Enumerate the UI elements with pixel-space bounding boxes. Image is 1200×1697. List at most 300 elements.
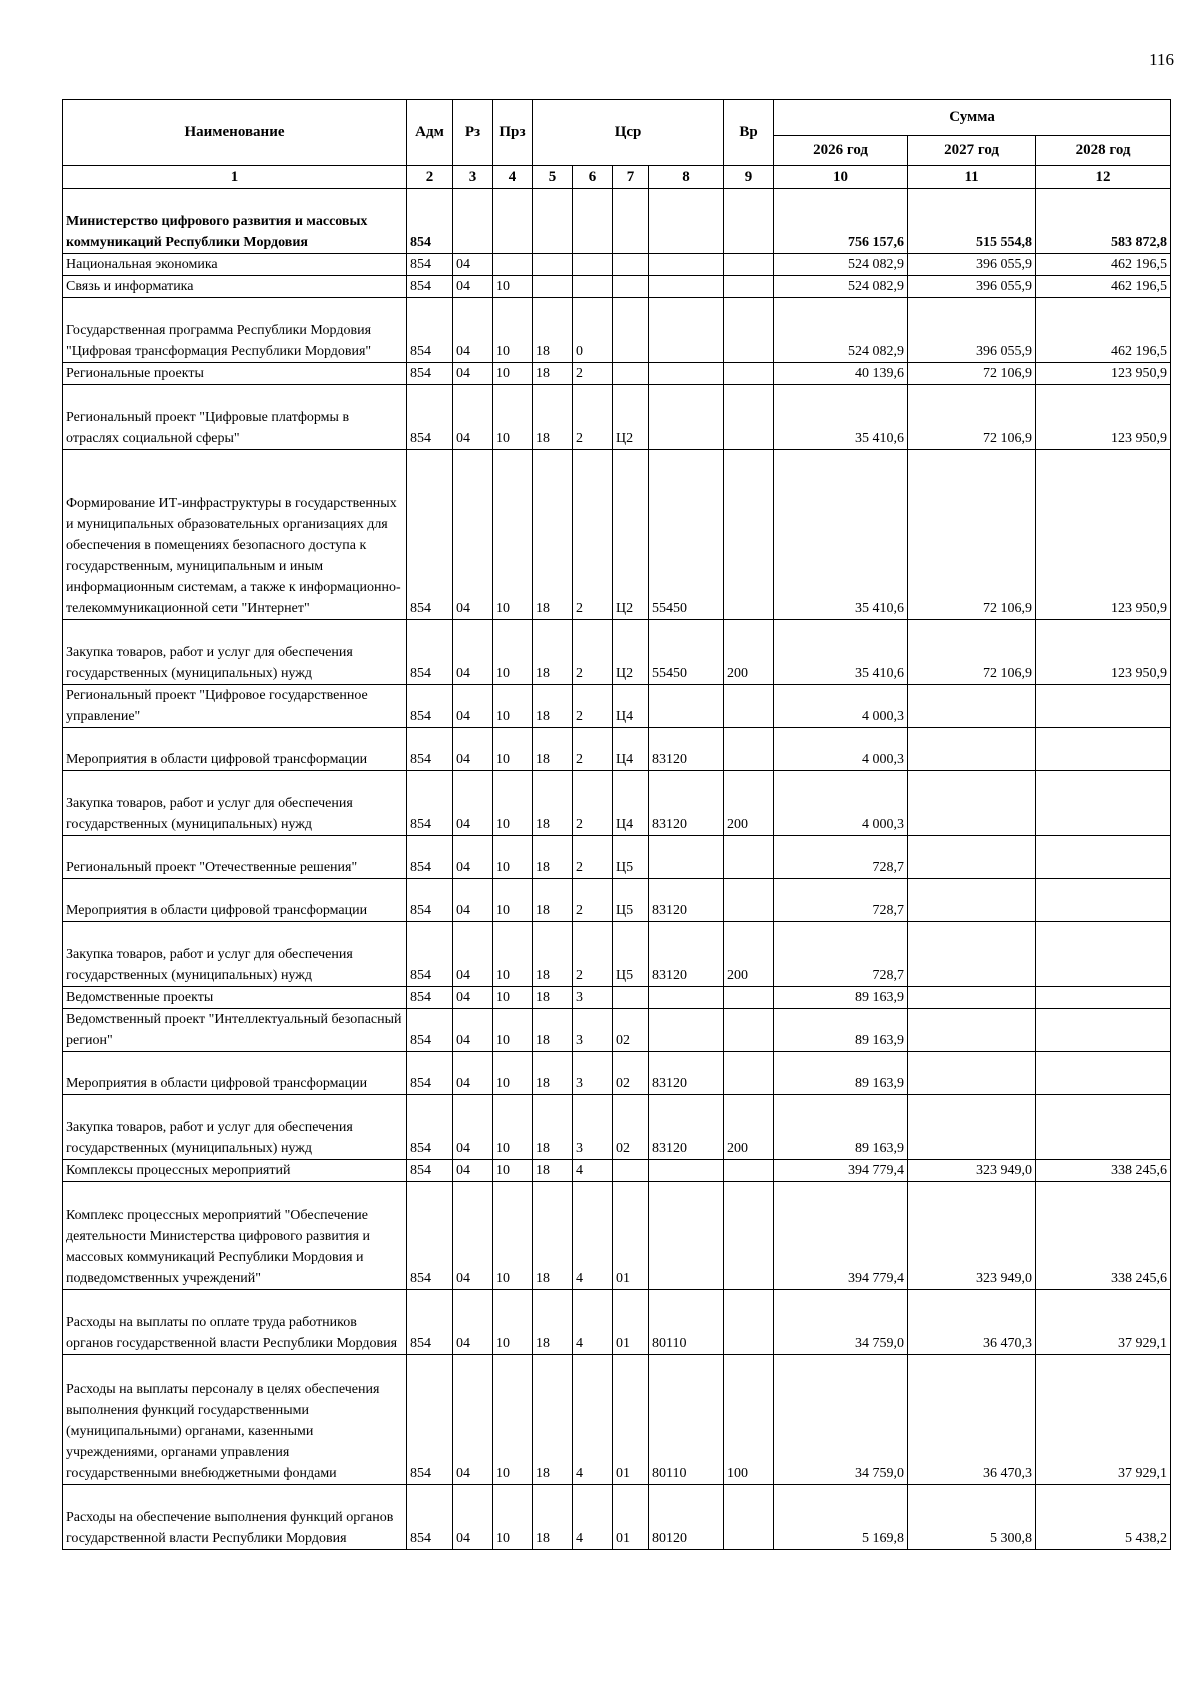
- row-sum-2028: 462 196,5: [1036, 254, 1171, 276]
- row-sum-2027: [908, 836, 1036, 879]
- row-name: Мероприятия в области цифровой трансформации: [63, 1052, 407, 1095]
- row-rz: 04: [453, 1290, 493, 1355]
- row-adm: 854: [407, 836, 453, 879]
- table-row: [63, 1160, 1171, 1182]
- row-prz: 10: [493, 1009, 533, 1052]
- row-csr-1: 18: [533, 298, 573, 363]
- table-row: [63, 276, 1171, 298]
- row-adm: 854: [407, 771, 453, 836]
- row-csr-1: 18: [533, 1182, 573, 1290]
- table-row: [63, 450, 1171, 620]
- row-adm: 854: [407, 298, 453, 363]
- row-csr-1: 18: [533, 728, 573, 771]
- header-sum: Сумма: [774, 100, 1171, 136]
- row-vr: [724, 728, 774, 771]
- row-sum-2027: 323 949,0: [908, 1160, 1036, 1182]
- row-sum-2028: [1036, 987, 1171, 1009]
- row-csr-1: 18: [533, 1160, 573, 1182]
- row-sum-2028: [1036, 836, 1171, 879]
- row-csr-4: [649, 254, 724, 276]
- row-vr: [724, 450, 774, 620]
- row-prz: 10: [493, 1355, 533, 1485]
- row-csr-3: Ц5: [613, 836, 649, 879]
- row-csr-4: 83120: [649, 1052, 724, 1095]
- row-prz: 10: [493, 1290, 533, 1355]
- row-sum-2028: 123 950,9: [1036, 385, 1171, 450]
- column-number: 7: [613, 166, 649, 189]
- row-vr: [724, 987, 774, 1009]
- row-vr: [724, 254, 774, 276]
- row-rz: 04: [453, 771, 493, 836]
- row-csr-4: [649, 298, 724, 363]
- column-number: 3: [453, 166, 493, 189]
- row-prz: 10: [493, 1095, 533, 1160]
- row-vr: 200: [724, 620, 774, 685]
- row-sum-2027: 396 055,9: [908, 298, 1036, 363]
- row-sum-2028: 338 245,6: [1036, 1160, 1171, 1182]
- row-csr-4: 80120: [649, 1485, 724, 1550]
- row-csr-2: 0: [573, 298, 613, 363]
- row-csr-1: [533, 189, 573, 254]
- row-vr: 200: [724, 922, 774, 987]
- row-adm: 854: [407, 685, 453, 728]
- row-sum-2027: 5 300,8: [908, 1485, 1036, 1550]
- row-sum-2028: 338 245,6: [1036, 1182, 1171, 1290]
- row-sum-2026: 524 082,9: [774, 276, 908, 298]
- column-number: 6: [573, 166, 613, 189]
- row-sum-2028: 583 872,8: [1036, 189, 1171, 254]
- row-rz: 04: [453, 1182, 493, 1290]
- row-adm: 854: [407, 276, 453, 298]
- table-row: [63, 987, 1171, 1009]
- row-csr-4: [649, 1182, 724, 1290]
- row-prz: [493, 189, 533, 254]
- row-sum-2026: 89 163,9: [774, 1009, 908, 1052]
- row-sum-2026: 34 759,0: [774, 1355, 908, 1485]
- row-rz: 04: [453, 620, 493, 685]
- column-number: 8: [649, 166, 724, 189]
- row-vr: [724, 1290, 774, 1355]
- row-csr-4: [649, 987, 724, 1009]
- table-header: [63, 100, 1171, 166]
- row-prz: 10: [493, 363, 533, 385]
- row-csr-2: 4: [573, 1160, 613, 1182]
- row-sum-2027: 396 055,9: [908, 276, 1036, 298]
- row-csr-1: 18: [533, 363, 573, 385]
- row-sum-2026: 524 082,9: [774, 298, 908, 363]
- row-vr: [724, 1052, 774, 1095]
- row-csr-3: 01: [613, 1290, 649, 1355]
- row-sum-2026: 728,7: [774, 879, 908, 922]
- row-sum-2028: [1036, 685, 1171, 728]
- header-prz: Прз: [493, 100, 533, 166]
- table-row: [63, 1009, 1171, 1052]
- row-prz: 10: [493, 620, 533, 685]
- row-csr-4: [649, 836, 724, 879]
- row-csr-2: 2: [573, 879, 613, 922]
- row-sum-2028: [1036, 728, 1171, 771]
- row-csr-4: 83120: [649, 1095, 724, 1160]
- table-row: [63, 254, 1171, 276]
- row-csr-2: 3: [573, 1052, 613, 1095]
- column-number: 12: [1036, 166, 1171, 189]
- row-csr-1: 18: [533, 620, 573, 685]
- table-row: [63, 1290, 1171, 1355]
- column-number: 5: [533, 166, 573, 189]
- table-body: [63, 166, 1171, 1550]
- row-csr-3: 02: [613, 1095, 649, 1160]
- row-csr-3: Ц4: [613, 685, 649, 728]
- row-rz: 04: [453, 298, 493, 363]
- row-sum-2028: 37 929,1: [1036, 1290, 1171, 1355]
- header-year-2026: 2026 год: [774, 136, 908, 166]
- row-sum-2027: [908, 1009, 1036, 1052]
- row-adm: 854: [407, 620, 453, 685]
- table-row: [63, 836, 1171, 879]
- row-csr-2: 4: [573, 1290, 613, 1355]
- row-csr-3: [613, 1160, 649, 1182]
- row-csr-4: 80110: [649, 1290, 724, 1355]
- row-rz: 04: [453, 836, 493, 879]
- row-csr-3: [613, 254, 649, 276]
- row-prz: 10: [493, 276, 533, 298]
- row-vr: [724, 298, 774, 363]
- row-name: Национальная экономика: [63, 254, 407, 276]
- row-sum-2028: 5 438,2: [1036, 1485, 1171, 1550]
- row-csr-1: 18: [533, 1095, 573, 1160]
- row-vr: [724, 879, 774, 922]
- row-name: Региональный проект "Отечественные решения": [63, 836, 407, 879]
- row-adm: 854: [407, 922, 453, 987]
- table-row: [63, 685, 1171, 728]
- row-rz: 04: [453, 685, 493, 728]
- row-adm: 854: [407, 385, 453, 450]
- row-csr-3: Ц5: [613, 879, 649, 922]
- row-prz: 10: [493, 771, 533, 836]
- row-vr: 100: [724, 1355, 774, 1485]
- row-sum-2026: 4 000,3: [774, 771, 908, 836]
- row-name: Ведомственные проекты: [63, 987, 407, 1009]
- row-rz: 04: [453, 728, 493, 771]
- row-sum-2027: [908, 728, 1036, 771]
- row-csr-4: 83120: [649, 728, 724, 771]
- row-csr-3: [613, 276, 649, 298]
- row-prz: 10: [493, 1182, 533, 1290]
- row-prz: 10: [493, 685, 533, 728]
- row-sum-2027: 36 470,3: [908, 1290, 1036, 1355]
- row-sum-2028: 123 950,9: [1036, 450, 1171, 620]
- row-prz: 10: [493, 1052, 533, 1095]
- row-csr-1: 18: [533, 685, 573, 728]
- row-csr-2: 2: [573, 728, 613, 771]
- row-sum-2027: 72 106,9: [908, 620, 1036, 685]
- row-sum-2026: 756 157,6: [774, 189, 908, 254]
- row-csr-3: Ц2: [613, 385, 649, 450]
- row-adm: 854: [407, 254, 453, 276]
- row-name: Закупка товаров, работ и услуг для обеспечения государственных (муниципальных) нужд: [63, 1095, 407, 1160]
- row-adm: 854: [407, 189, 453, 254]
- row-csr-1: 18: [533, 1355, 573, 1485]
- row-sum-2028: [1036, 1095, 1171, 1160]
- row-csr-1: 18: [533, 922, 573, 987]
- row-name: Мероприятия в области цифровой трансформации: [63, 728, 407, 771]
- row-rz: 04: [453, 363, 493, 385]
- row-csr-3: Ц4: [613, 728, 649, 771]
- row-csr-1: 18: [533, 879, 573, 922]
- row-vr: [724, 189, 774, 254]
- row-vr: [724, 385, 774, 450]
- row-rz: 04: [453, 1095, 493, 1160]
- header-name: Наименование: [63, 100, 407, 166]
- row-adm: 854: [407, 728, 453, 771]
- row-sum-2027: 396 055,9: [908, 254, 1036, 276]
- row-rz: 04: [453, 1009, 493, 1052]
- row-csr-3: [613, 189, 649, 254]
- row-vr: [724, 836, 774, 879]
- row-prz: 10: [493, 1485, 533, 1550]
- row-csr-2: 2: [573, 771, 613, 836]
- row-vr: [724, 1009, 774, 1052]
- row-csr-2: 2: [573, 836, 613, 879]
- table-row: [63, 1485, 1171, 1550]
- row-csr-1: 18: [533, 1290, 573, 1355]
- header-year-2027: 2027 год: [908, 136, 1036, 166]
- row-rz: 04: [453, 450, 493, 620]
- row-prz: 10: [493, 385, 533, 450]
- header-csr: Цср: [533, 100, 724, 166]
- table-row: [63, 771, 1171, 836]
- table-row: [63, 385, 1171, 450]
- row-csr-2: 3: [573, 987, 613, 1009]
- row-adm: 854: [407, 450, 453, 620]
- row-csr-1: 18: [533, 1052, 573, 1095]
- row-sum-2027: 323 949,0: [908, 1182, 1036, 1290]
- row-csr-3: Ц2: [613, 620, 649, 685]
- row-name: Закупка товаров, работ и услуг для обеспечения государственных (муниципальных) нужд: [63, 620, 407, 685]
- row-adm: 854: [407, 987, 453, 1009]
- row-vr: [724, 1485, 774, 1550]
- row-vr: [724, 363, 774, 385]
- row-adm: 854: [407, 1095, 453, 1160]
- row-rz: 04: [453, 1355, 493, 1485]
- row-csr-2: 2: [573, 922, 613, 987]
- row-csr-2: 2: [573, 385, 613, 450]
- table-row: [63, 189, 1171, 254]
- row-name: Закупка товаров, работ и услуг для обеспечения государственных (муниципальных) нужд: [63, 922, 407, 987]
- row-vr: 200: [724, 1095, 774, 1160]
- row-sum-2027: [908, 879, 1036, 922]
- row-rz: 04: [453, 385, 493, 450]
- row-sum-2026: 89 163,9: [774, 987, 908, 1009]
- row-sum-2027: [908, 1052, 1036, 1095]
- row-name: Расходы на обеспечение выполнения функций органов государственной власти Республики Мордовия: [63, 1485, 407, 1550]
- row-sum-2027: [908, 771, 1036, 836]
- row-csr-4: [649, 276, 724, 298]
- row-sum-2028: [1036, 1009, 1171, 1052]
- row-csr-4: 83120: [649, 879, 724, 922]
- page-number: 116: [1149, 50, 1174, 69]
- row-csr-2: [573, 189, 613, 254]
- row-csr-3: [613, 363, 649, 385]
- row-csr-2: 4: [573, 1355, 613, 1485]
- row-csr-4: [649, 1009, 724, 1052]
- row-prz: 10: [493, 1160, 533, 1182]
- column-number: 2: [407, 166, 453, 189]
- row-adm: 854: [407, 363, 453, 385]
- row-name: Мероприятия в области цифровой трансформации: [63, 879, 407, 922]
- row-name: Комплексы процессных мероприятий: [63, 1160, 407, 1182]
- table-row: [63, 298, 1171, 363]
- row-csr-3: 01: [613, 1182, 649, 1290]
- row-csr-4: [649, 685, 724, 728]
- header-adm: Адм: [407, 100, 453, 166]
- row-sum-2026: 394 779,4: [774, 1160, 908, 1182]
- row-csr-2: [573, 254, 613, 276]
- row-csr-3: Ц4: [613, 771, 649, 836]
- column-number: 11: [908, 166, 1036, 189]
- row-sum-2028: 462 196,5: [1036, 298, 1171, 363]
- row-name: Государственная программа Республики Мордовия "Цифровая трансформация Республики Мордовия": [63, 298, 407, 363]
- column-number: 4: [493, 166, 533, 189]
- row-sum-2028: 123 950,9: [1036, 363, 1171, 385]
- row-name: Связь и информатика: [63, 276, 407, 298]
- row-vr: 200: [724, 771, 774, 836]
- row-rz: 04: [453, 987, 493, 1009]
- row-csr-4: [649, 1160, 724, 1182]
- row-rz: 04: [453, 922, 493, 987]
- row-name: Закупка товаров, работ и услуг для обеспечения государственных (муниципальных) нужд: [63, 771, 407, 836]
- row-csr-4: 80110: [649, 1355, 724, 1485]
- row-name: Ведомственный проект "Интеллектуальный безопасный регион": [63, 1009, 407, 1052]
- row-csr-2: 2: [573, 685, 613, 728]
- row-sum-2028: [1036, 1052, 1171, 1095]
- row-sum-2026: 524 082,9: [774, 254, 908, 276]
- row-sum-2026: 40 139,6: [774, 363, 908, 385]
- row-adm: 854: [407, 879, 453, 922]
- row-csr-1: 18: [533, 771, 573, 836]
- row-csr-1: 18: [533, 836, 573, 879]
- row-csr-4: 55450: [649, 620, 724, 685]
- row-prz: 10: [493, 922, 533, 987]
- row-prz: 10: [493, 450, 533, 620]
- row-csr-4: 83120: [649, 922, 724, 987]
- table-row: [63, 1095, 1171, 1160]
- row-csr-2: 2: [573, 620, 613, 685]
- row-csr-1: [533, 254, 573, 276]
- row-prz: 10: [493, 836, 533, 879]
- column-number-row: [63, 166, 1171, 189]
- row-sum-2027: 72 106,9: [908, 385, 1036, 450]
- row-csr-3: [613, 298, 649, 363]
- row-name: Региональные проекты: [63, 363, 407, 385]
- row-prz: 10: [493, 728, 533, 771]
- row-name: Министерство цифрового развития и массовых коммуникаций Республики Мордовия: [63, 189, 407, 254]
- row-sum-2026: 89 163,9: [774, 1052, 908, 1095]
- row-sum-2026: 4 000,3: [774, 685, 908, 728]
- row-prz: 10: [493, 987, 533, 1009]
- row-sum-2026: 89 163,9: [774, 1095, 908, 1160]
- column-number: 10: [774, 166, 908, 189]
- row-csr-1: 18: [533, 1009, 573, 1052]
- row-sum-2026: 34 759,0: [774, 1290, 908, 1355]
- table-row: [63, 363, 1171, 385]
- row-csr-3: 02: [613, 1009, 649, 1052]
- header-year-2028: 2028 год: [1036, 136, 1171, 166]
- row-csr-2: 4: [573, 1485, 613, 1550]
- row-csr-1: 18: [533, 385, 573, 450]
- row-sum-2028: [1036, 922, 1171, 987]
- row-sum-2028: [1036, 879, 1171, 922]
- row-name: Региональный проект "Цифровое государственное управление": [63, 685, 407, 728]
- row-sum-2027: [908, 987, 1036, 1009]
- row-csr-2: 2: [573, 363, 613, 385]
- row-rz: 04: [453, 254, 493, 276]
- row-sum-2027: 36 470,3: [908, 1355, 1036, 1485]
- row-sum-2027: 515 554,8: [908, 189, 1036, 254]
- row-csr-1: 18: [533, 450, 573, 620]
- row-csr-3: [613, 987, 649, 1009]
- row-adm: 854: [407, 1290, 453, 1355]
- table-row: [63, 620, 1171, 685]
- header-vr: Вр: [724, 100, 774, 166]
- row-sum-2027: [908, 922, 1036, 987]
- row-csr-2: 4: [573, 1182, 613, 1290]
- row-sum-2028: 37 929,1: [1036, 1355, 1171, 1485]
- row-csr-4: [649, 363, 724, 385]
- row-vr: [724, 685, 774, 728]
- table-row: [63, 1052, 1171, 1095]
- row-csr-4: [649, 385, 724, 450]
- row-sum-2026: 35 410,6: [774, 450, 908, 620]
- row-sum-2026: 4 000,3: [774, 728, 908, 771]
- column-number: 1: [63, 166, 407, 189]
- row-name: Комплекс процессных мероприятий "Обеспечение деятельности Министерства цифрового развития и массовых коммуникаций Республики Мордовия и подведомственных учреждений": [63, 1182, 407, 1290]
- row-rz: 04: [453, 1160, 493, 1182]
- table-row: [63, 728, 1171, 771]
- row-sum-2028: 123 950,9: [1036, 620, 1171, 685]
- row-csr-4: 55450: [649, 450, 724, 620]
- row-adm: 854: [407, 1009, 453, 1052]
- row-sum-2028: 462 196,5: [1036, 276, 1171, 298]
- row-prz: 10: [493, 879, 533, 922]
- row-csr-1: 18: [533, 987, 573, 1009]
- row-csr-2: 2: [573, 450, 613, 620]
- row-prz: 10: [493, 298, 533, 363]
- row-rz: 04: [453, 1485, 493, 1550]
- row-sum-2026: 35 410,6: [774, 385, 908, 450]
- row-csr-1: 18: [533, 1485, 573, 1550]
- row-sum-2027: 72 106,9: [908, 450, 1036, 620]
- row-csr-3: 01: [613, 1355, 649, 1485]
- row-sum-2027: 72 106,9: [908, 363, 1036, 385]
- row-sum-2027: [908, 685, 1036, 728]
- row-csr-2: [573, 276, 613, 298]
- row-sum-2026: 394 779,4: [774, 1182, 908, 1290]
- row-vr: [724, 1160, 774, 1182]
- row-csr-3: Ц5: [613, 922, 649, 987]
- row-name: Расходы на выплаты персоналу в целях обеспечения выполнения функций государственными (муниципальными) органами, казенными учреждениями, органами управления государственными внебюджетными фондами: [63, 1355, 407, 1485]
- row-vr: [724, 276, 774, 298]
- table-row: [63, 879, 1171, 922]
- row-adm: 854: [407, 1485, 453, 1550]
- row-csr-3: 02: [613, 1052, 649, 1095]
- row-csr-1: [533, 276, 573, 298]
- row-adm: 854: [407, 1160, 453, 1182]
- row-name: Региональный проект "Цифровые платформы в отраслях социальной сферы": [63, 385, 407, 450]
- row-vr: [724, 1182, 774, 1290]
- row-rz: [453, 189, 493, 254]
- row-csr-3: Ц2: [613, 450, 649, 620]
